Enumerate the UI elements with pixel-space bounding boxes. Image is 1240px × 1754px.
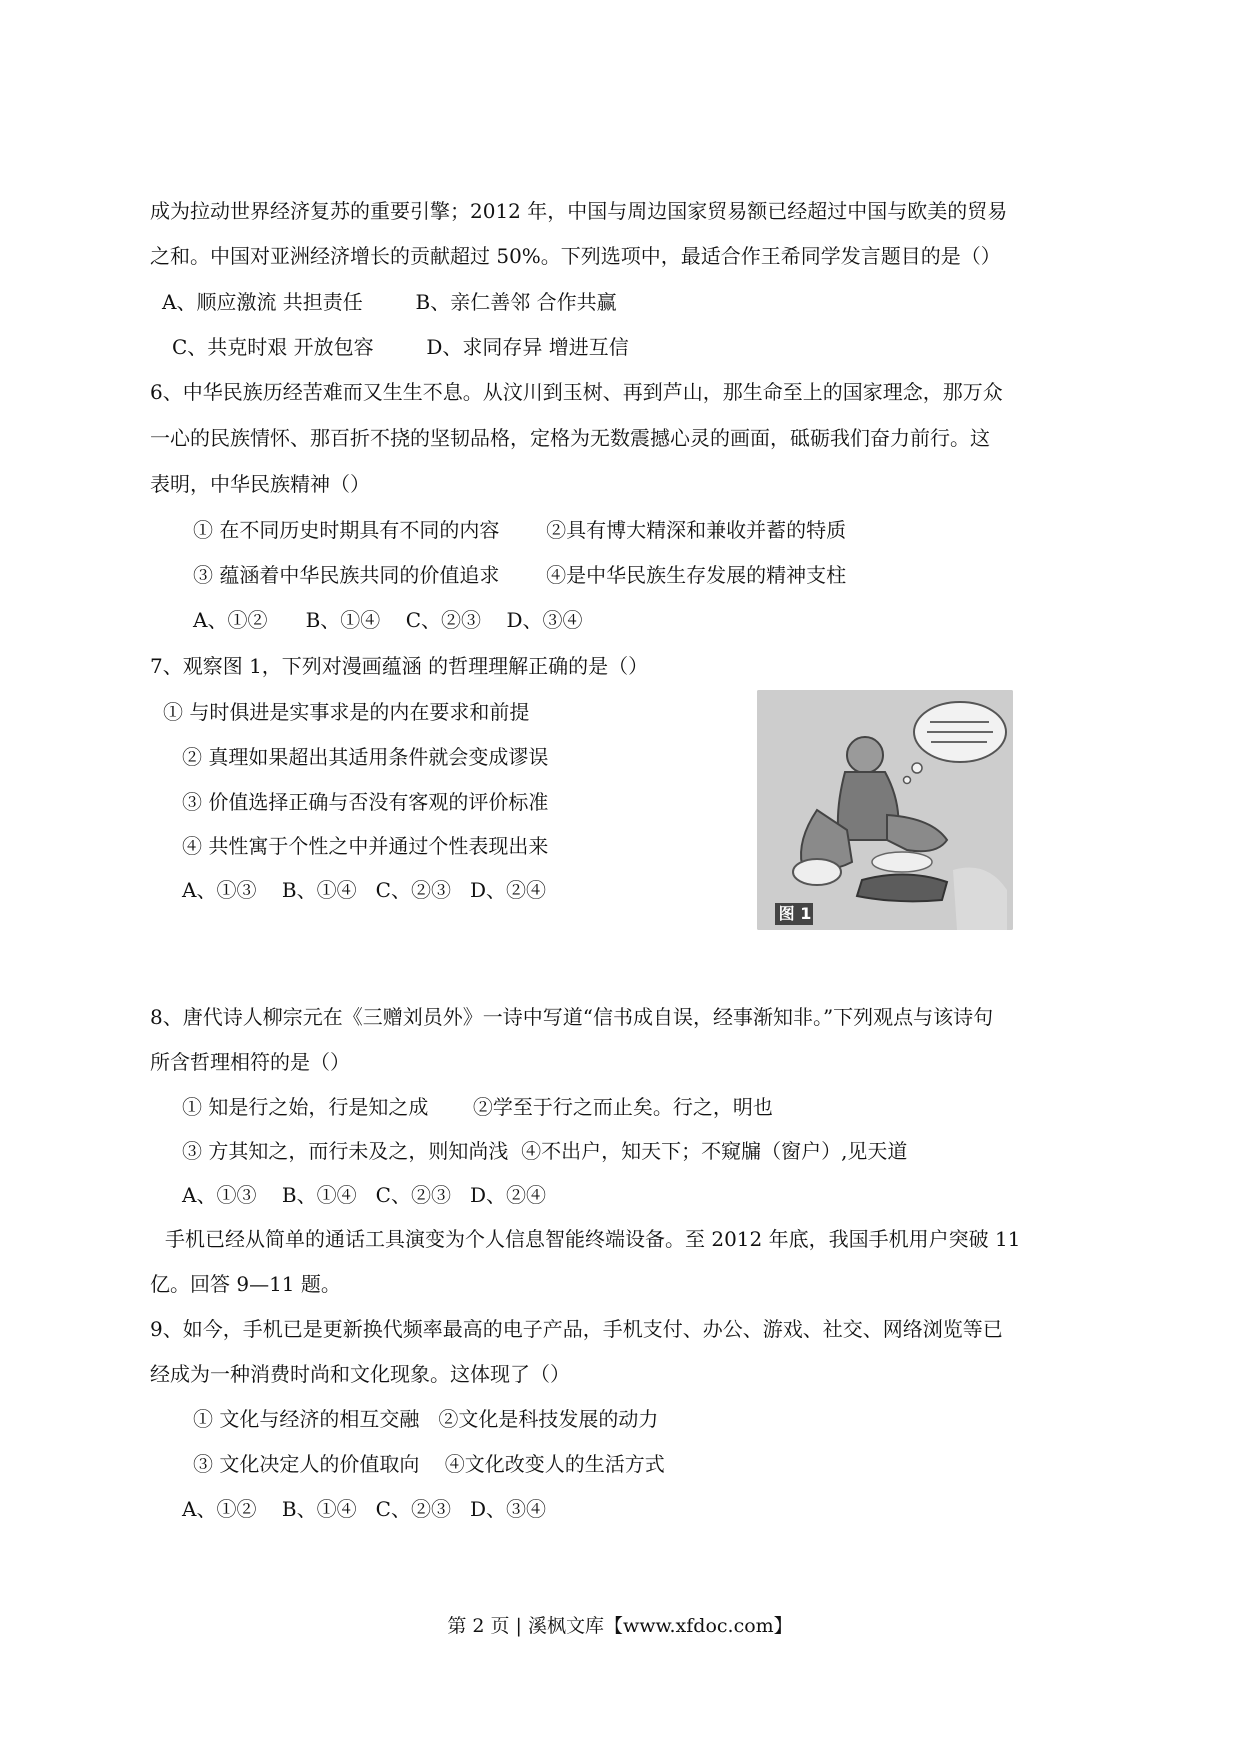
q7-statement-1: ① 与时俱进是实事求是的内在要求和前提 bbox=[163, 700, 530, 724]
option-c: C、共克时艰 开放包容 bbox=[172, 335, 374, 359]
cartoon-figure bbox=[757, 690, 1013, 930]
q8-statements-34: ③ 方其知之，而行未及之，则知尚浅 ④不出户，知天下；不窥牖（窗户）,见天道 bbox=[182, 1139, 908, 1163]
intro-line-2: 之和。中国对亚洲经济增长的贡献超过 50%。下列选项中，最适合作王希同学发言题目的是（） bbox=[150, 244, 1001, 268]
page-footer: 第 2 页 | 溪枫文库【www.xfdoc.com】 bbox=[447, 1615, 793, 1637]
intro-line-1: 成为拉动世界经济复苏的重要引擎；2012 年，中国与周边国家贸易额已经超过中国与欧美的贸易 bbox=[150, 199, 1008, 223]
figure-label: 图 1 bbox=[778, 904, 812, 923]
q7-stem: 7、观察图 1，下列对漫画蕴涵 的哲理理解正确的是（） bbox=[150, 654, 649, 678]
intro-options-cd bbox=[172, 325, 629, 369]
q9-statements-34: ③ 文化决定人的价值取向 ④文化改变人的生活方式 bbox=[193, 1452, 665, 1476]
q6-statements-34 bbox=[193, 553, 846, 597]
q9-line-2: 经成为一种消费时尚和文化现象。这体现了（） bbox=[150, 1362, 570, 1386]
q8-statements-12: ① 知是行之始，行是知之成 ②学至于行之而止矣。行之，明也 bbox=[182, 1095, 773, 1119]
q6-statement-1: ① 在不同历史时期具有不同的内容 bbox=[193, 518, 500, 542]
q6-statements-12 bbox=[193, 508, 846, 552]
intro-9-11-line-2: 亿。回答 9—11 题。 bbox=[150, 1272, 341, 1296]
cartoon-image bbox=[757, 690, 1013, 930]
q7-statement-2: ② 真理如果超出其适用条件就会变成谬误 bbox=[182, 745, 549, 769]
q8-line-2: 所含哲理相符的是（） bbox=[150, 1050, 350, 1074]
q6-options: A、①② B、①④ C、②③ D、③④ bbox=[193, 608, 583, 632]
q9-options: A、①② B、①④ C、②③ D、③④ bbox=[182, 1497, 547, 1521]
option-d: D、求同存异 增进互信 bbox=[426, 335, 629, 359]
q7-statement-4: ④ 共性寓于个性之中并通过个性表现出来 bbox=[182, 834, 549, 858]
q6-line-2: 一心的民族情怀、那百折不挠的坚韧品格，定格为无数震撼心灵的画面，砥砺我们奋力前行。这 bbox=[150, 426, 990, 450]
q6-statement-2: ②具有博大精深和兼收并蓄的特质 bbox=[546, 518, 847, 542]
q9-line-1: 9、如今，手机已是更新换代频率最高的电子产品，手机支付、办公、游戏、社交、网络浏览等已 bbox=[150, 1317, 1003, 1341]
q6-line-1: 6、中华民族历经苦难而又生生不息。从汶川到玉树、再到芦山，那生命至上的国家理念，那万众 bbox=[150, 380, 1003, 404]
q6-line-3: 表明，中华民族精神（） bbox=[150, 472, 370, 496]
q6-statement-3: ③ 蕴涵着中华民族共同的价值追求 bbox=[193, 563, 500, 587]
q6-statement-4: ④是中华民族生存发展的精神支柱 bbox=[546, 563, 847, 587]
option-a: A、顺应激流 共担责任 bbox=[162, 290, 363, 314]
q8-line-1: 8、唐代诗人柳宗元在《三赠刘员外》一诗中写道“信书成自误，经事渐知非。”下列观点与该诗句 bbox=[150, 1005, 994, 1029]
intro-options-ab bbox=[162, 280, 617, 324]
option-b: B、亲仁善邻 合作共赢 bbox=[415, 290, 617, 314]
q7-statement-3: ③ 价值选择正确与否没有客观的评价标准 bbox=[182, 790, 549, 814]
q8-options: A、①③ B、①④ C、②③ D、②④ bbox=[182, 1183, 547, 1207]
q9-statements-12: ① 文化与经济的相互交融 ②文化是科技发展的动力 bbox=[193, 1407, 659, 1431]
q7-options: A、①③ B、①④ C、②③ D、②④ bbox=[182, 878, 547, 902]
intro-9-11-line-1: 手机已经从简单的通话工具演变为个人信息智能终端设备。至 2012 年底，我国手机用户突破 11 bbox=[165, 1227, 1021, 1251]
